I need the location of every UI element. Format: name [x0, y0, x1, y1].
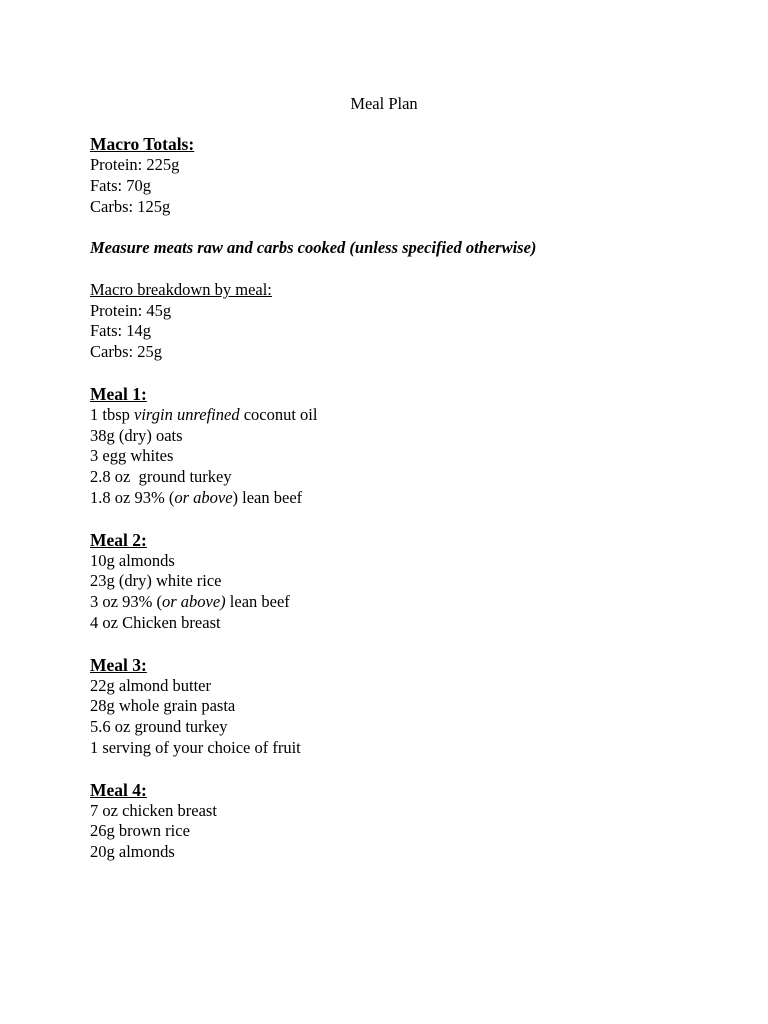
- meal-4-heading: Meal 4:: [90, 779, 147, 800]
- macro-total-carbs: Carbs: 125g: [90, 196, 171, 216]
- meal-item: 23g (dry) white rice: [90, 571, 222, 591]
- meal-item: 28g whole grain pasta: [90, 696, 236, 716]
- breakdown-fats: Fats: 14g: [90, 321, 151, 341]
- meal-item: 38g (dry) oats: [90, 425, 183, 445]
- meal-2-section: [90, 530, 690, 634]
- meal-item: 3 egg whites: [90, 446, 174, 466]
- measurement-note: Measure meats raw and carbs cooked (unless specified otherwise): [90, 238, 537, 258]
- meal-item: 22g almond butter: [90, 675, 211, 695]
- meal-item: 4 oz Chicken breast: [90, 612, 221, 632]
- macro-totals-heading: Macro Totals:: [90, 134, 195, 154]
- spacer: [90, 363, 690, 384]
- document-body: [90, 134, 690, 863]
- meal-item: 26g brown rice: [90, 821, 190, 841]
- macro-breakdown-heading: Macro breakdown by meal:: [90, 279, 272, 299]
- meal-item: 3 oz 93% (or above) lean beef: [90, 592, 290, 612]
- meal-item: 1 tbsp virgin unrefined coconut oil: [90, 404, 318, 424]
- meal-3-section: [90, 655, 690, 759]
- macro-total-protein: Protein: 225g: [90, 155, 180, 174]
- meal-item: 20g almonds: [90, 842, 175, 862]
- macro-totals-section: [90, 134, 690, 217]
- meal-1-heading: Meal 1:: [90, 383, 147, 404]
- spacer: [90, 509, 690, 530]
- meal-3-heading: Meal 3:: [90, 654, 147, 675]
- page-title: Meal Plan: [350, 94, 418, 113]
- macro-breakdown-section: [90, 280, 690, 363]
- spacer: [90, 259, 690, 280]
- meal-2-heading: Meal 2:: [90, 529, 147, 550]
- spacer: [90, 217, 690, 238]
- spacer: [90, 759, 690, 780]
- meal-4-section: [90, 780, 690, 863]
- spacer: [90, 634, 690, 655]
- meal-item: 7 oz chicken breast: [90, 800, 217, 820]
- meal-item: 1 serving of your choice of fruit: [90, 737, 301, 757]
- meal-item: 10g almonds: [90, 550, 175, 570]
- meal-item: 1.8 oz 93% (or above) lean beef: [90, 487, 303, 507]
- macro-total-fats: Fats: 70g: [90, 175, 151, 195]
- breakdown-protein: Protein: 45g: [90, 300, 172, 320]
- meal-item: 5.6 oz ground turkey: [90, 717, 228, 737]
- breakdown-carbs: Carbs: 25g: [90, 342, 162, 362]
- meal-item: 2.8 oz ground turkey: [90, 467, 232, 487]
- meal-1-section: [90, 384, 690, 509]
